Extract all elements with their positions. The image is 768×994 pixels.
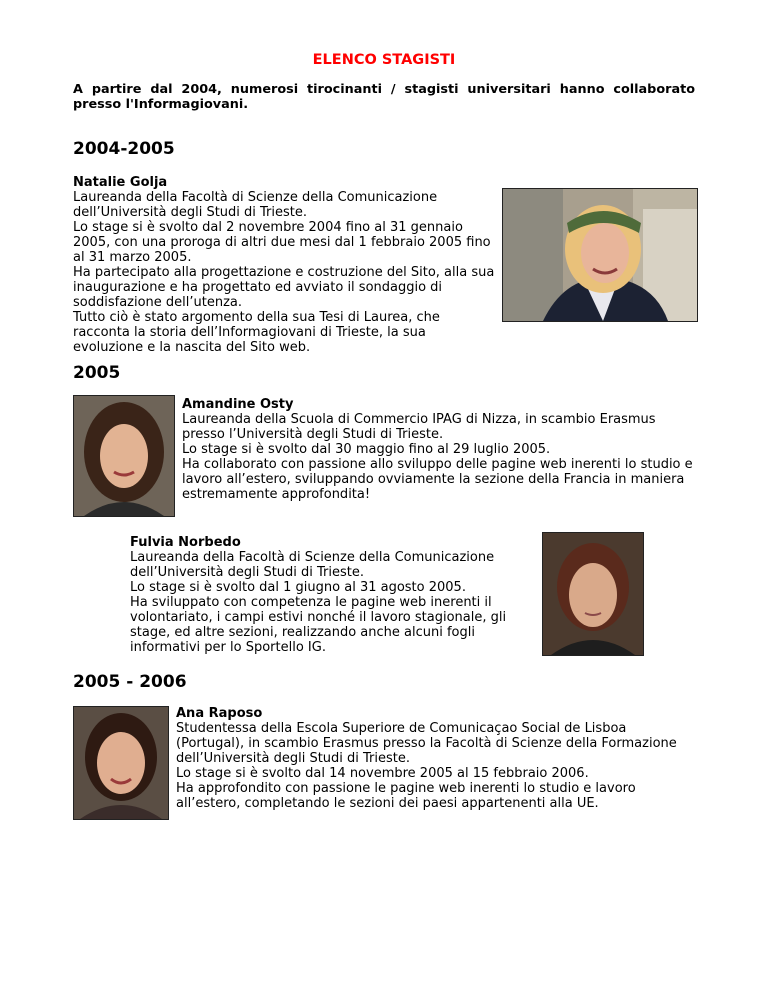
person-name: Amandine Osty <box>182 397 294 412</box>
bio-line: inaugurazione e ha progettato ed avviato il sondaggio di <box>73 280 443 295</box>
portrait-image <box>74 396 174 516</box>
person-name: Natalie Golja <box>73 175 168 190</box>
person-fulvia-norbedo <box>130 535 530 655</box>
section-year-2004-2005: 2004-2005 <box>73 139 175 159</box>
bio-line: Lo stage si è svolto dal 1 giugno al 31 agosto 2005. <box>130 580 466 595</box>
bio-line: Ha partecipato alla progettazione e costruzione del Sito, alla sua <box>73 265 495 280</box>
portrait-image <box>503 189 697 321</box>
page-title: ELENCO STAGISTI <box>312 52 456 68</box>
photo-amandine-osty <box>73 395 175 517</box>
bio-line: Tutto ciò è stato argomento della sua Tesi di Laurea, che <box>73 310 440 325</box>
bio-line: Lo stage si è svolto dal 14 novembre 2005 al 15 febbraio 2006. <box>176 766 589 781</box>
section-year-2005: 2005 <box>73 363 121 383</box>
bio-line: dell’Università degli Studi di Trieste. <box>73 205 308 220</box>
bio-line: presso l’Università degli Studi di Trieste. <box>182 427 444 442</box>
person-name: Fulvia Norbedo <box>130 535 241 550</box>
bio-line: dell’Università degli Studi di Trieste. <box>176 751 411 766</box>
bio-line: estremamente approfondita! <box>182 487 371 502</box>
bio-line: dell’Università degli Studi di Trieste. <box>130 565 365 580</box>
bio-line: Lo stage si è svolto dal 30 maggio fino al 29 luglio 2005. <box>182 442 551 457</box>
bio-line: informativi per lo Sportello IG. <box>130 640 326 655</box>
bio-line: Laureanda della Facoltà di Scienze della Comunicazione <box>130 550 495 565</box>
portrait-image <box>543 533 643 655</box>
photo-fulvia-norbedo <box>542 532 644 656</box>
photo-natalie-golja <box>502 188 698 322</box>
bio-line: Studentessa della Escola Superiore de Comunicaçao Social de Lisboa <box>176 721 627 736</box>
bio-line: 2005, con una proroga di altri due mesi dal 1 febbraio 2005 fino <box>73 235 491 250</box>
bio-line: al 31 marzo 2005. <box>73 250 192 265</box>
bio-line: racconta la storia dell’Informagiovani di Trieste, la sua <box>73 325 426 340</box>
bio-line: all’estero, completando le sezioni dei paesi appartenenti alla UE. <box>176 796 599 811</box>
bio-line: lavoro all’estero, sviluppando ovviamente la sezione della Francia in maniera <box>182 472 685 487</box>
bio-line: Ha collaborato con passione allo sviluppo delle pagine web inerenti lo studio e <box>182 457 693 472</box>
bio-line: Laureanda della Facoltà di Scienze della Comunicazione <box>73 190 438 205</box>
person-ana-raposo <box>176 706 716 811</box>
person-amandine-osty <box>182 397 702 502</box>
photo-ana-raposo <box>73 706 169 820</box>
person-name: Ana Raposo <box>176 706 263 721</box>
person-natalie-golja <box>73 175 513 355</box>
bio-line: Laureanda della Scuola di Commercio IPAG di Nizza, in scambio Erasmus <box>182 412 656 427</box>
intro-paragraph: A partire dal 2004, numerosi tirocinanti / stagisti universitari hanno collaborato presso l'Informagiovani. <box>73 82 695 112</box>
bio-line: Ha sviluppato con competenza le pagine web inerenti il <box>130 595 492 610</box>
bio-line: volontariato, i campi estivi nonché il lavoro stagionale, gli <box>130 610 507 625</box>
bio-line: Ha approfondito con passione le pagine web inerenti lo studio e lavoro <box>176 781 636 796</box>
portrait-image <box>74 707 168 819</box>
bio-line: Lo stage si è svolto dal 2 novembre 2004 fino al 31 gennaio <box>73 220 463 235</box>
section-year-2005-2006: 2005 - 2006 <box>73 672 187 692</box>
bio-line: evoluzione e la nascita del Sito web. <box>73 340 311 355</box>
bio-line: soddisfazione dell’utenza. <box>73 295 243 310</box>
bio-line: (Portugal), in scambio Erasmus presso la Facoltà di Scienze della Formazione <box>176 736 677 751</box>
bio-line: stage, ed altre sezioni, realizzando anche alcuni fogli <box>130 625 475 640</box>
